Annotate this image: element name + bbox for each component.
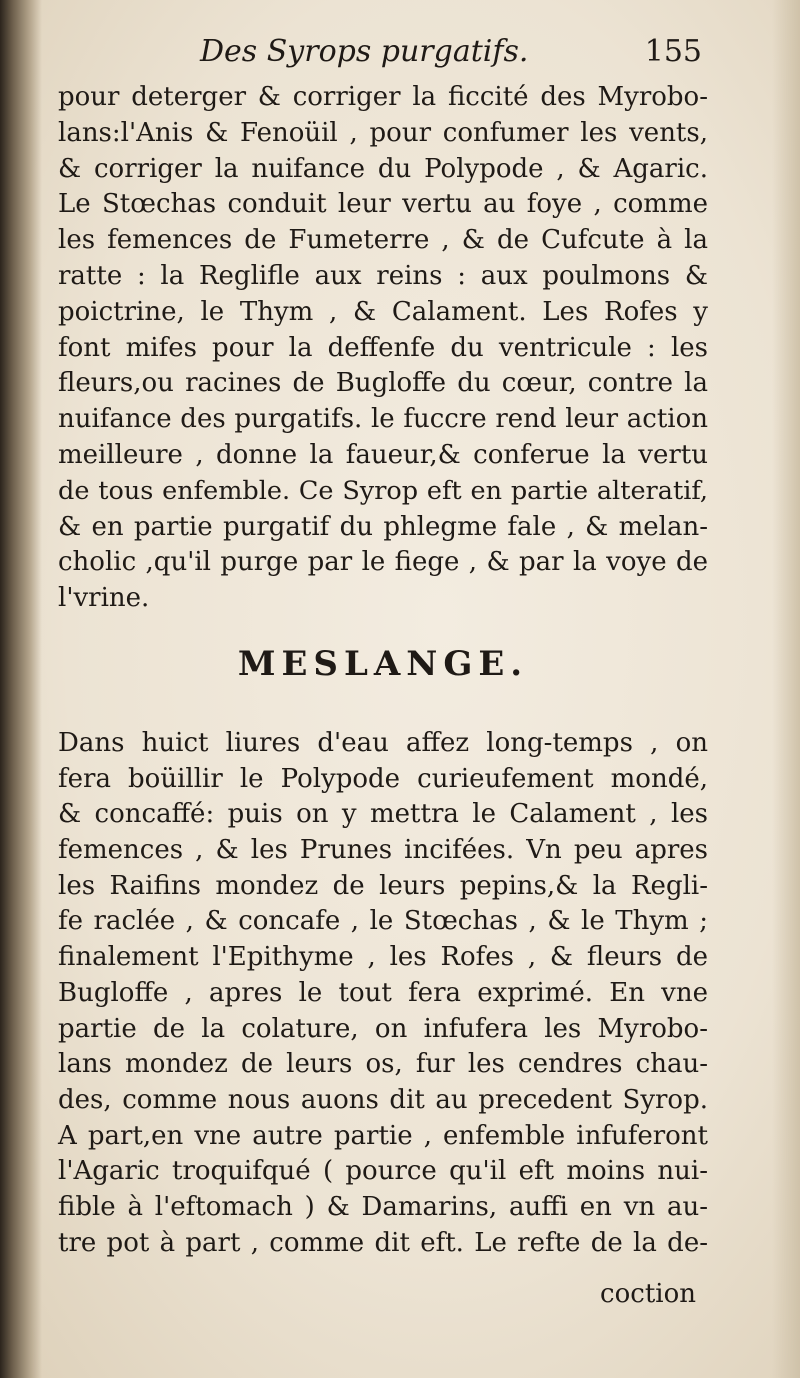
text-line: & corriger la nuifance du Polypode , & Agaric. (58, 153, 708, 184)
text-line: meilleure , donne la faueur,& conferue la vertu (58, 439, 708, 470)
running-title: Des Syrops purgatifs. (200, 34, 529, 69)
catchword-line (58, 1279, 708, 1319)
text-line: finalement l'Epithyme , les Rofes , & fleurs de (58, 942, 708, 973)
text-line: des, comme nous auons dit au precedent Syrop. (58, 1084, 708, 1115)
paragraph-2 (58, 726, 708, 1261)
text-line: les Raifins mondez de leurs pepins,& la Regli- (58, 870, 708, 901)
text-line: l'vrine. (58, 583, 150, 614)
text-line: lans:l'Anis & Fenoüil , pour confumer les vents, (58, 117, 708, 148)
text-line: poictrine, le Thym , & Calament. Les Rofes y (58, 296, 708, 327)
text-line: les femences de Fumeterre , & de Cufcute à la (58, 225, 708, 256)
text-line: Dans huict liures d'eau affez long-temps , on (58, 728, 708, 758)
text-line: Bugloffe , apres le tout fera exprimé. En vne (58, 977, 708, 1008)
page-header (58, 30, 708, 80)
text-line: ratte : la Reglifle aux reins : aux poulmons & (58, 260, 708, 291)
text-line: fe raclée , & concafe , le Stœchas , & le Thym ; (58, 906, 708, 937)
text-line: nuifance des purgatifs. le fuccre rend leur action (58, 404, 708, 435)
page-number: 155 (644, 34, 702, 69)
text-line: cholic ,qu'il purge par le fiege , & par la voye de (58, 547, 708, 578)
section-heading: MESLANGE. (237, 644, 529, 684)
text-line: l'Agaric troquifqué ( pource qu'il eft moins nui- (58, 1156, 708, 1187)
page-edge-shadow (772, 0, 800, 1378)
text-line: de tous enfemble. Ce Syrop eft en partie alteratif, (58, 475, 708, 506)
paragraph-1 (58, 80, 708, 617)
text-line: fible à l'eftomach ) & Damarins, auffi en vn au- (58, 1191, 708, 1222)
text-line: font mifes pour la deffenfe du ventricule : les (58, 332, 708, 363)
text-line: & en partie purgatif du phlegme fale , & melan- (58, 511, 708, 542)
text-line: femences , & les Prunes incifées. Vn peu apres (58, 835, 708, 866)
text-line: lans mondez de leurs os, fur les cendres chau- (58, 1049, 708, 1080)
text-line: Le Stœchas conduit leur vertu au foye , comme (58, 189, 708, 220)
text-line: partie de la colature, on infufera les Myrobo- (58, 1013, 708, 1044)
text-line: pour deterger & corriger la ficcité des Myrobo- (58, 82, 708, 112)
page-gutter-shadow (0, 0, 42, 1378)
text-line: A part,en vne autre partie , enfemble infuferont (58, 1120, 708, 1151)
catchword: coction (600, 1279, 696, 1309)
text-line: tre pot à part , comme dit eft. Le refte de la de- (58, 1227, 708, 1258)
text-line: fera boüillir le Polypode curieufement mondé, (58, 763, 708, 794)
text-line: & concaffé: puis on y mettra le Calament , les (58, 799, 708, 830)
text-line: fleurs,ou racines de Bugloffe du cœur, contre la (58, 368, 708, 399)
